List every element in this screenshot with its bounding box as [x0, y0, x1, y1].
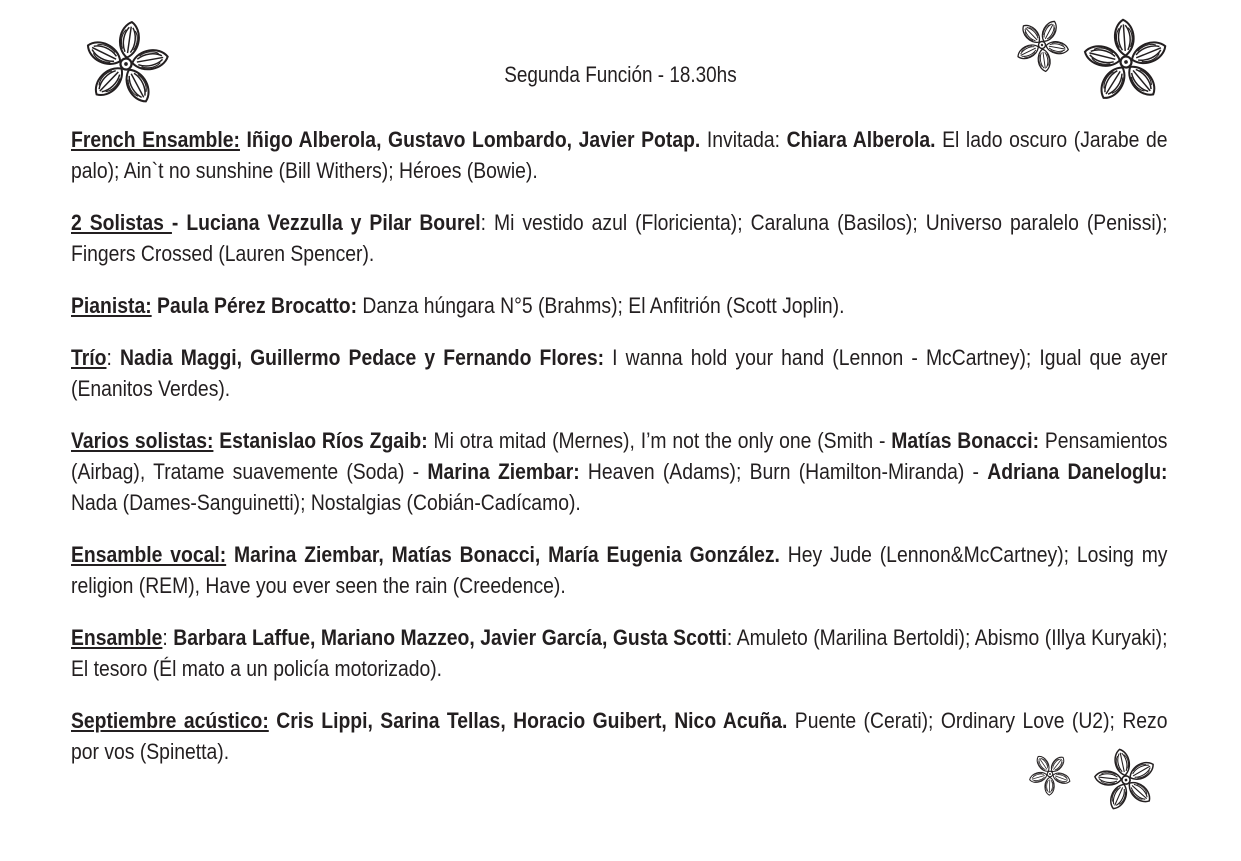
ensemble-label: Septiembre acústico: [71, 708, 269, 733]
program-entry [71, 207, 1168, 269]
separator [269, 708, 276, 733]
program-entry [71, 539, 1168, 601]
program-entry [71, 290, 1168, 321]
performer-names: Cris Lippi, Sarina Tellas, Horacio Guibert, Nico Acuña. [276, 708, 788, 733]
song-list: Hey Jude (Lennon&McCartney); Losing my religion (REM), Have you ever seen the rain (Creedence). [71, 542, 1168, 598]
separator: : [106, 345, 120, 370]
program-entry [71, 425, 1168, 518]
song-list: El lado oscuro (Jarabe de palo); Ain`t no sunshine (Bill Withers); Héroes (Bowie). [71, 127, 1168, 183]
song-list: I wanna hold your hand (Lennon - McCartney); Igual que ayer (Enanitos Verdes). [71, 345, 1168, 401]
entry-text: Invitada: [700, 127, 787, 152]
song-list: Mi otra mitad (Mernes), I’m not the only one (Smith - [427, 428, 892, 453]
song-list: Puente (Cerati); Ordinary Love (U2); Rezo por vos (Spinetta). [71, 708, 1168, 764]
performer-names: Matías Bonacci: [891, 428, 1040, 453]
program-list [71, 124, 1168, 788]
program-entry [71, 622, 1168, 684]
ensemble-label: 2 Solistas [71, 210, 172, 235]
separator: : [162, 625, 174, 650]
ensemble-label: Varios solistas: [71, 428, 214, 453]
song-list: Nada (Dames-Sanguinetti); Nostalgias (Cobián-Cadícamo). [71, 490, 581, 515]
performer-names: Nadia Maggi, Guillermo Pedace y Fernando Flores: [119, 345, 605, 370]
song-list: Heaven (Adams); Burn (Hamilton-Miranda) - [579, 459, 988, 484]
song-list: : Amuleto (Marilina Bertoldi); Abismo (Illya Kuryaki); El tesoro (Él mato a un policía motorizado). [71, 625, 1168, 681]
song-list: Pensamientos (Airbag), Tratame suavemente (Soda) - [71, 428, 1168, 484]
performer-names: - Luciana Vezzulla y Pilar Bourel [171, 210, 481, 235]
program-entry [71, 705, 1168, 767]
song-list: : Mi vestido azul (Floricienta); Caraluna (Basilos); Universo paralelo (Penissi); Fingers Crossed (Lauren Spencer). [71, 210, 1168, 266]
performer-names: Iñigo Alberola, Gustavo Lombardo, Javier Potap. [246, 127, 701, 152]
performer-names: Marina Ziembar, Matías Bonacci, María Eugenia González. [233, 542, 780, 567]
ensemble-label: Pianista: [71, 293, 152, 318]
guest-name: Chiara Alberola. [786, 127, 936, 152]
program-entry [71, 124, 1168, 186]
performer-names: Estanislao Ríos Zgaib: [219, 428, 428, 453]
ensemble-label: French Ensamble: [71, 127, 240, 152]
ensemble-label: Trío [71, 345, 107, 370]
ensemble-label: Ensamble [71, 625, 163, 650]
performer-names: Marina Ziembar: [427, 459, 580, 484]
program-entry [71, 342, 1168, 404]
performer-names: Paula Pérez Brocatto: [157, 293, 358, 318]
ensemble-label: Ensamble vocal: [71, 542, 227, 567]
performer-names: Barbara Laffue, Mariano Mazzeo, Javier García, Gusta Scotti [173, 625, 727, 650]
separator [226, 542, 234, 567]
performer-names: Adriana Daneloglu: [987, 459, 1168, 484]
page-title: Segunda Función - 18.30hs [504, 62, 737, 87]
song-list: Danza húngara N°5 (Brahms); El Anfitrión (Scott Joplin). [357, 293, 845, 318]
